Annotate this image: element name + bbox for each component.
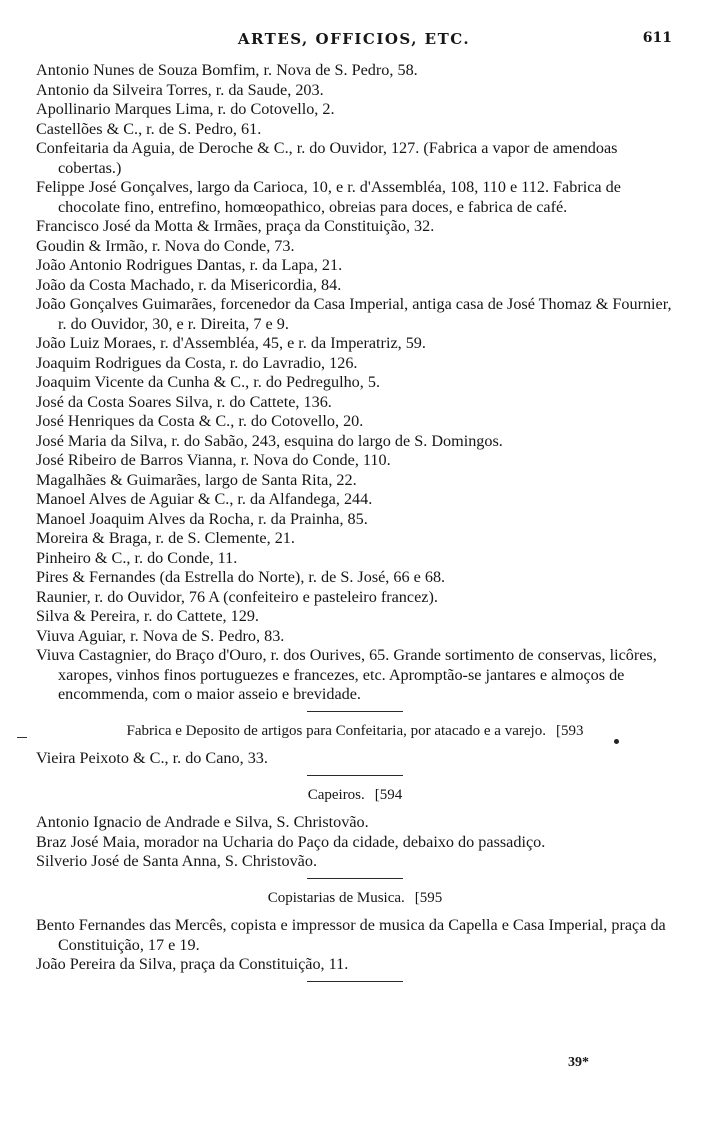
list-item: Viuva Aguiar, r. Nova de S. Pedro, 83. xyxy=(36,626,285,645)
section-title-text: Copistarias de Musica. xyxy=(267,889,405,906)
list-item: Joaquim Rodrigues da Costa, r. do Lavradio, 126. xyxy=(36,353,358,372)
list-item: João Luiz Moraes, r. d'Assembléa, 45, e r. da Imperatriz, 59. xyxy=(36,334,426,352)
margin-mark xyxy=(17,737,27,738)
section-number: [595 xyxy=(414,889,443,906)
section-number: [594 xyxy=(374,786,403,803)
entry-list xyxy=(36,61,674,705)
list-item: Confeitaria da Aguia, de Deroche & C., r. do Ouvidor, 127. (Fabrica a vapor de amendoas cobertas.) xyxy=(36,139,618,177)
list-item: Pires & Fernandes (da Estrella do Norte), r. de S. José, 66 e 68. xyxy=(36,568,446,586)
list-item: Silva & Pereira, r. do Cattete, 129. xyxy=(36,607,259,625)
list-item: Apollinario Marques Lima, r. do Cotovello, 2. xyxy=(36,100,335,118)
list-item: Silverio José de Santa Anna, S. Christovão. xyxy=(36,852,318,870)
list-item: Braz José Maia, morador na Ucharia do Paço da cidade, debaixo do passadiço. xyxy=(36,832,546,851)
list-item: João Pereira da Silva, praça da Constituição, 11. xyxy=(36,955,349,973)
list-item: Felippe José Gonçalves, largo da Carioca, 10, e r. d'Assembléa, 108, 110 e 112. Fabrica de chocolate fino, entrefino, homœopathico, obreias para doces, e fabrica de café. xyxy=(36,178,621,216)
section-title-text: Capeiros. xyxy=(307,786,365,803)
page-number: 611 xyxy=(642,30,672,46)
list-item: Magalhães & Guimarães, largo de Santa Rita, 22. xyxy=(36,470,357,489)
list-item: Antonio da Silveira Torres, r. da Saude, 203. xyxy=(36,80,324,99)
list-item: José Ribeiro de Barros Vianna, r. Nova do Conde, 110. xyxy=(36,451,391,469)
running-header xyxy=(36,30,672,52)
entry-list-capeiros xyxy=(36,813,674,872)
signature-mark: 39* xyxy=(568,1055,589,1070)
section-divider xyxy=(307,878,403,879)
section-divider xyxy=(307,775,403,776)
list-item: João Gonçalves Guimarães, forcenedor da Casa Imperial, antiga casa de José Thomaz & Fournier, r. do Ouvidor, 30, e r. Direita, 7 e 9. xyxy=(36,295,672,333)
list-item: Francisco José da Motta & Irmães, praça da Constituição, 32. xyxy=(36,217,435,235)
list-item: Antonio Ignacio de Andrade e Silva, S. Christovão. xyxy=(36,813,369,831)
section-heading-copistarias xyxy=(36,889,674,909)
list-item: Antonio Nunes de Souza Bomfim, r. Nova de S. Pedro, 58. xyxy=(36,61,418,79)
list-item: José da Costa Soares Silva, r. do Cattete, 136. xyxy=(36,392,332,411)
list-item: João Antonio Rodrigues Dantas, r. da Lapa, 21. xyxy=(36,256,343,274)
list-item: Bento Fernandes das Mercês, copista e impressor de musica da Capella e Casa Imperial, praça da Constituição, 17 e 19. xyxy=(36,916,666,954)
list-item: Viuva Castagnier, do Braço d'Ouro, r. dos Ourives, 65. Grande sortimento de conservas, licôres, xaropes, vinhos finos portuguezes e francezes, etc. Apromptão-se jantares e almoços de encommenda, com o maior asseio e brevidade. xyxy=(36,646,657,703)
entry-list-fabrica xyxy=(36,749,674,769)
list-item: Castellões & C., r. de S. Pedro, 61. xyxy=(36,119,262,138)
list-item: João da Costa Machado, r. da Misericordia, 84. xyxy=(36,275,342,294)
list-item: José Maria da Silva, r. do Sabão, 243, esquina do largo de S. Domingos. xyxy=(36,431,503,450)
section-title-text: Fabrica e Deposito de artigos para Confeitaria, por atacado e a varejo. xyxy=(126,722,546,739)
list-item: Raunier, r. do Ouvidor, 76 A (confeiteiro e pasteleiro francez). xyxy=(36,587,438,606)
list-item: Joaquim Vicente da Cunha & C., r. do Pedregulho, 5. xyxy=(36,373,381,391)
list-item: Moreira & Braga, r. de S. Clemente, 21. xyxy=(36,529,295,547)
list-item: Goudin & Irmão, r. Nova do Conde, 73. xyxy=(36,236,295,255)
section-divider xyxy=(307,981,403,982)
section-heading-capeiros xyxy=(36,786,674,806)
section-heading-fabrica xyxy=(36,722,674,742)
list-item: José Henriques da Costa & C., r. do Cotovello, 20. xyxy=(36,412,364,430)
list-item: Manoel Joaquim Alves da Rocha, r. da Prainha, 85. xyxy=(36,509,368,528)
section-divider xyxy=(307,711,403,712)
list-item: Manoel Alves de Aguiar & C., r. da Alfandega, 244. xyxy=(36,490,373,508)
list-item: Pinheiro & C., r. do Conde, 11. xyxy=(36,548,238,567)
ink-dot xyxy=(614,739,619,744)
page-title: ARTES, OFFICIOS, ETC. xyxy=(237,30,471,48)
list-item: Vieira Peixoto & C., r. do Cano, 33. xyxy=(36,749,268,767)
entry-list-copistarias xyxy=(36,916,674,975)
directory-listing xyxy=(36,61,674,982)
section-number: [593 xyxy=(555,722,584,739)
